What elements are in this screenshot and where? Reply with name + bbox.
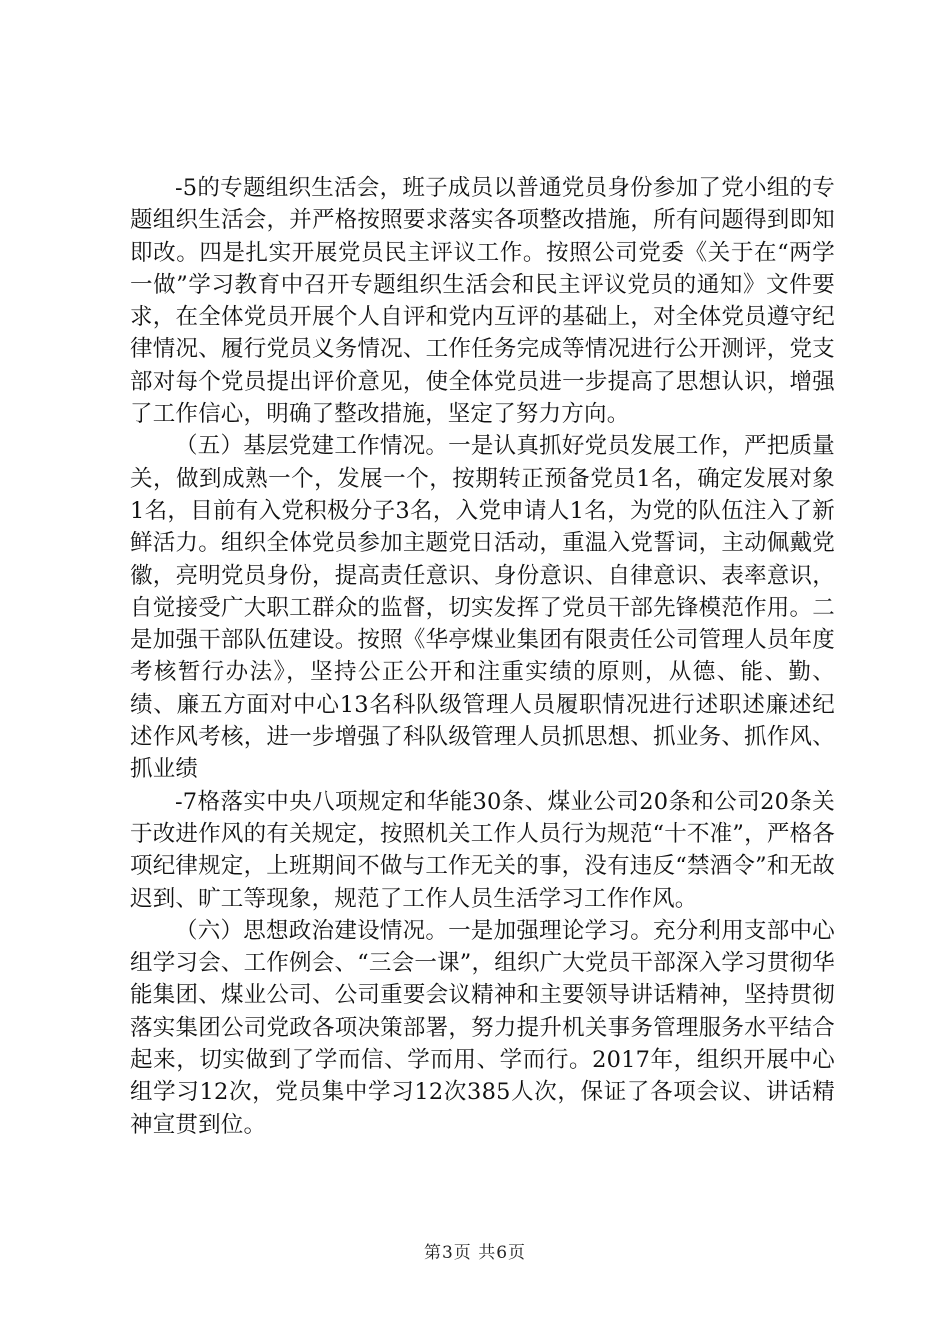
paragraph: -7格落实中央八项规定和华能30条、煤业公司20条和公司20条关于改进作风的有关规定，按照机关工作人员行为规范“十不准”，严格各项纪律规定，上班期间不做与工作无关的事，没有违反“禁酒令”和无故迟到、旷工等现象，规范了工作人员生活学习工作作风。 — [130, 788, 835, 912]
document-body — [130, 172, 835, 1141]
paragraph: -5的专题组织生活会，班子成员以普通党员身份参加了党小组的专题组织生活会，并严格按照要求落实各项整改措施，所有问题得到即知即改。四是扎实开展党员民主评议工作。按照公司党委《关于在“两学一做”学习教育中召开专题组织生活会和民主评议党员的通知》文件要求，在全体党员开展个人自评和党内互评的基础上，对全体党员遵守纪律情况、履行党员义务情况、工作任务完成等情况进行公开测评，党支部对每个党员提出评价意见，使全体党员进一步提高了思想认识，增强了工作信心，明确了整改措施，坚定了努力方向。 — [130, 175, 835, 428]
paragraph: （六）思想政治建设情况。一是加强理论学习。充分利用支部中心组学习会、工作例会、“三会一课”，组织广大党员干部深入学习贯彻华能集团、煤业公司、公司重要会议精神和主要领导讲话精神，坚持贯彻落实集团公司党政各项决策部署，努力提升机关事务管理服务水平结合起来，切实做到了学而信、学而用、学而行。2017年，组织开展中心组学习12次，党员集中学习12次385人次，保证了各项会议、讲话精神宣贯到位。 — [130, 917, 835, 1138]
paragraph: （五）基层党建工作情况。一是认真抓好党员发展工作，严把质量关，做到成熟一个，发展一个，按期转正预备党员1名，确定发展对象1名，目前有入党积极分子3名，入党申请人1名，为党的队伍注入了新鲜活力。组织全体党员参加主题党日活动，重温入党誓词，主动佩戴党徽，亮明党员身份，提高责任意识、身份意识、自律意识、表率意识，自觉接受广大职工群众的监督，切实发挥了党员干部先锋模范作用。二是加强干部队伍建设。按照《华亭煤业集团有限责任公司管理人员年度考核暂行办法》，坚持公正公开和注重实绩的原则，从德、能、勤、绩、廉五方面对中心13名科队级管理人员履职情况进行述职述廉述纪述作风考核，进一步增强了科队级管理人员抓思想、抓业务、抓作风、抓业绩 — [130, 433, 835, 783]
page-number-footer: 第3页 共6页 — [423, 1243, 527, 1263]
